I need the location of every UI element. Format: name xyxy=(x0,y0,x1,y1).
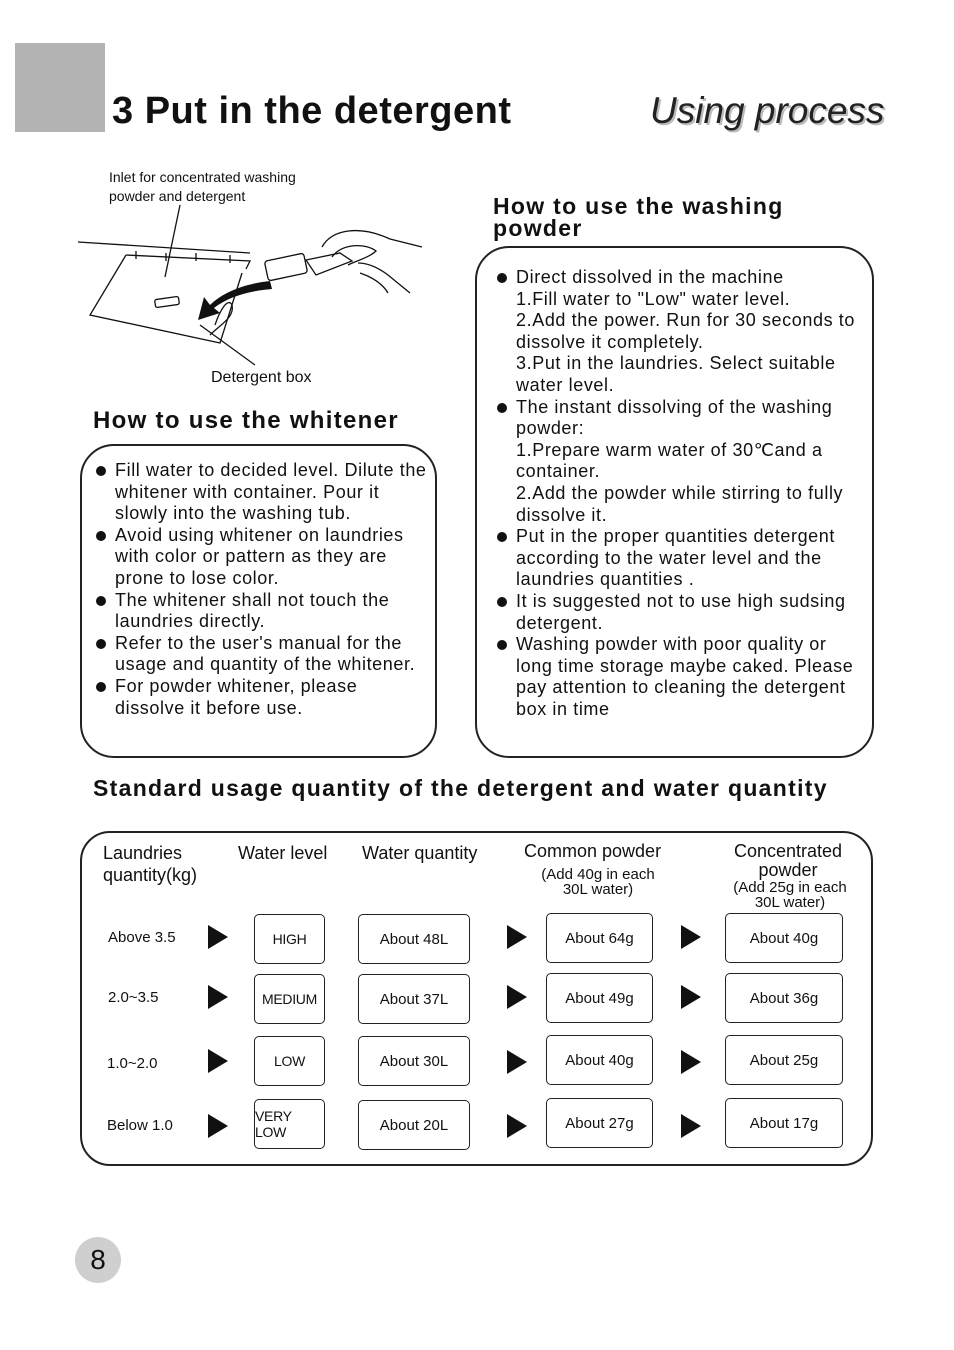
water-quantity-cell: About 30L xyxy=(358,1036,470,1086)
water-level-cell: LOW xyxy=(254,1036,325,1086)
bullet-icon xyxy=(497,597,507,607)
col-note-common: (Add 40g in each 30L water) xyxy=(541,866,655,898)
row-laundries: 2.0~3.5 xyxy=(108,989,159,1006)
col-header-water-level: Water level xyxy=(238,843,328,863)
powder-list xyxy=(516,267,866,720)
col-note-concentrated: (Add 25g in each 30L water) xyxy=(733,879,847,911)
row-laundries: Above 3.5 xyxy=(108,929,176,946)
common-powder-cell: About 49g xyxy=(546,973,653,1023)
arrow-right-icon xyxy=(681,1114,701,1138)
list-item: Fill water to decided level. Dilute the whitener with container. Pour it slowly into the washing tub. xyxy=(115,460,430,525)
bullet-icon xyxy=(96,639,106,649)
page-number: 8 xyxy=(75,1237,121,1283)
detergent-box-illustration xyxy=(70,165,440,390)
list-item: The whitener shall not touch the laundries directly. xyxy=(115,590,430,633)
bullet-icon xyxy=(96,682,106,692)
list-item: Put in the proper quantities detergent according to the water level and the laundries quantities . xyxy=(516,526,866,591)
arrow-right-icon xyxy=(208,985,228,1009)
arrow-right-icon xyxy=(681,925,701,949)
arrow-right-icon xyxy=(507,1050,527,1074)
bullet-icon xyxy=(497,403,507,413)
list-item: Washing powder with poor quality or long time storage maybe caked. Please pay attention to cleaning the detergent box in time xyxy=(516,634,866,720)
water-quantity-cell: About 48L xyxy=(358,914,470,964)
bullet-icon xyxy=(497,273,507,283)
list-item: It is suggested not to use high sudsing detergent. xyxy=(516,591,866,634)
illustration-caption-inlet: Inlet for concentrated washing powder and detergent xyxy=(109,169,296,204)
water-level-cell: HIGH xyxy=(254,914,325,964)
arrow-right-icon xyxy=(507,985,527,1009)
arrow-right-icon xyxy=(681,985,701,1009)
concentrated-powder-cell: About 36g xyxy=(725,973,843,1023)
col-header-laundries: Laundries quantity(kg) xyxy=(103,843,198,885)
arrow-right-icon xyxy=(208,1049,228,1073)
arrow-right-icon xyxy=(507,925,527,949)
water-level-cell: MEDIUM xyxy=(254,974,325,1024)
list-item: For powder whitener, please dissolve it before use. xyxy=(115,676,430,719)
arrow-right-icon xyxy=(208,925,228,949)
illustration-caption-detergent-box: Detergent box xyxy=(211,369,312,386)
water-level-cell: VERY LOW xyxy=(254,1099,325,1149)
powder-heading: How to use the washing powder xyxy=(493,193,784,241)
arrow-right-icon xyxy=(208,1114,228,1138)
concentrated-powder-cell: About 17g xyxy=(725,1098,843,1148)
bullet-icon xyxy=(96,466,106,476)
col-header-water-quantity: Water quantity xyxy=(362,843,478,863)
list-item: Refer to the user's manual for the usage and quantity of the whitener. xyxy=(115,633,430,676)
col-header-common-powder: Common powder xyxy=(524,841,662,861)
water-quantity-cell: About 20L xyxy=(358,1100,470,1150)
section-label: Using process xyxy=(650,90,885,131)
concentrated-powder-cell: About 40g xyxy=(725,913,843,963)
water-quantity-cell: About 37L xyxy=(358,974,470,1024)
standard-heading: Standard usage quantity of the detergent and water quantity xyxy=(93,775,828,801)
common-powder-cell: About 27g xyxy=(546,1098,653,1148)
list-item: Direct dissolved in the machine 1.Fill water to "Low" water level. 2.Add the power. Run for 30 seconds to dissolve it completely. 3.Put in the laundries. Select suitable water level. xyxy=(516,267,866,397)
bullet-icon xyxy=(96,596,106,606)
bullet-icon xyxy=(96,531,106,541)
row-laundries: Below 1.0 xyxy=(107,1117,173,1134)
list-item: The instant dissolving of the washing powder: 1.Prepare warm water of 30℃and a container. 2.Add the powder while stirring to fully dissolve it. xyxy=(516,397,866,527)
whitener-heading: How to use the whitener xyxy=(93,407,399,434)
common-powder-cell: About 40g xyxy=(546,1035,653,1085)
arrow-right-icon xyxy=(507,1114,527,1138)
col-header-concentrated-powder: Concentrated powder xyxy=(733,841,843,880)
whitener-list xyxy=(115,460,430,719)
list-item: Avoid using whitener on laundries with color or pattern as they are prone to lose color. xyxy=(115,525,430,590)
common-powder-cell: About 64g xyxy=(546,913,653,963)
page-title: 3 Put in the detergent xyxy=(112,90,512,132)
concentrated-powder-cell: About 25g xyxy=(725,1035,843,1085)
header-gray-block xyxy=(15,43,105,132)
arrow-right-icon xyxy=(681,1050,701,1074)
row-laundries: 1.0~2.0 xyxy=(107,1055,158,1072)
